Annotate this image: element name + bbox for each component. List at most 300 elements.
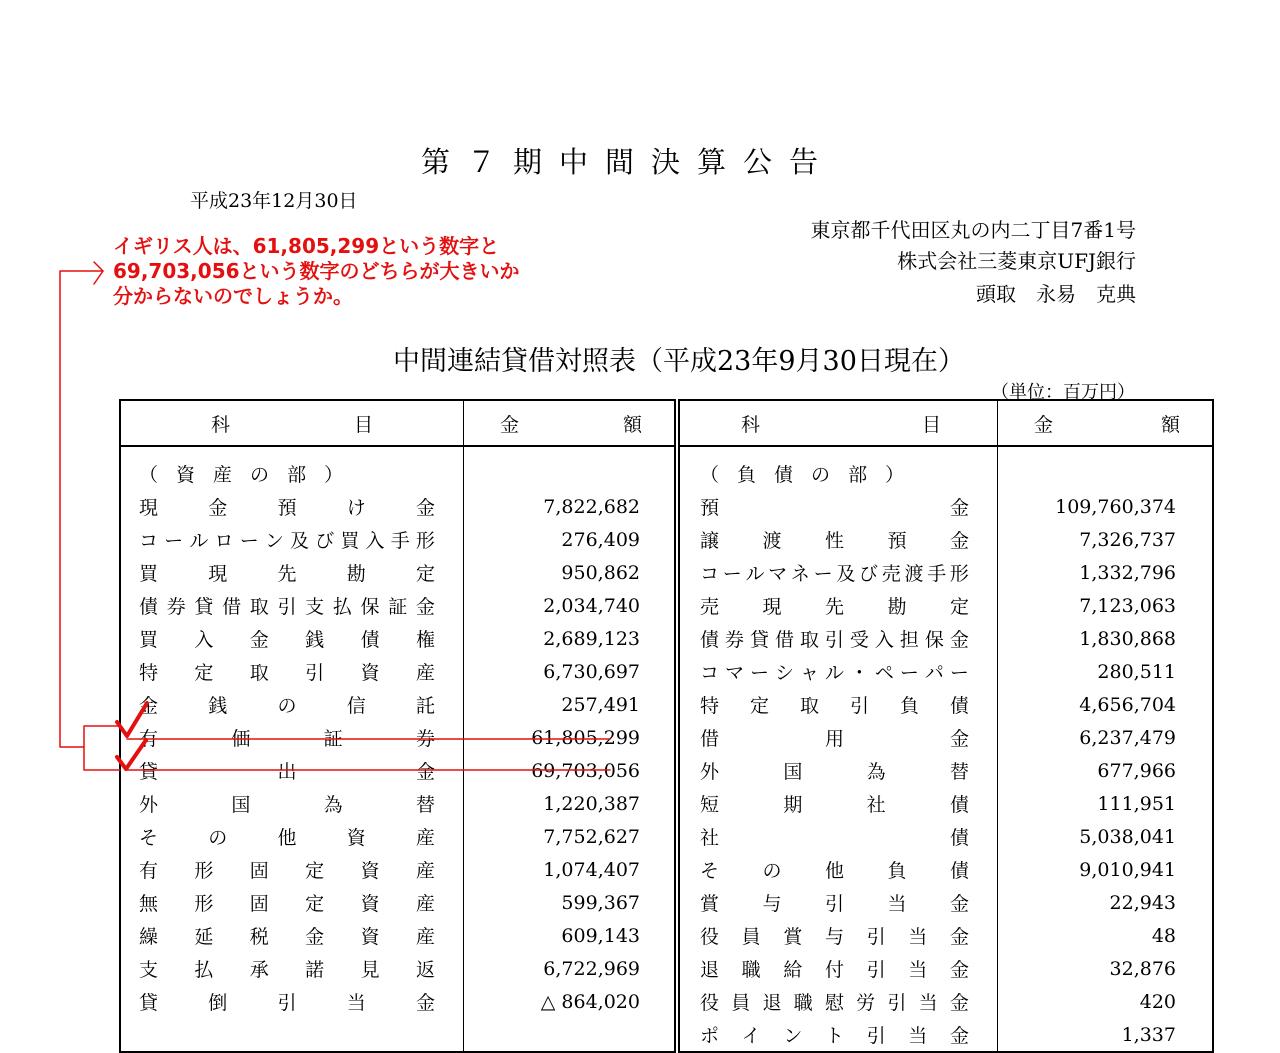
table-row	[120, 952, 1213, 985]
label-char: 産	[415, 893, 435, 915]
liability-item-amount: 4,656,704	[1079, 693, 1176, 716]
liability-item-amount: 420	[1139, 990, 1176, 1013]
label-char: び	[859, 563, 879, 585]
label-char: 員	[731, 992, 751, 1014]
notice-date: 平成23年12月30日	[190, 190, 358, 212]
table-row	[120, 589, 1213, 622]
asset-item-amount: 1,220,387	[464, 787, 678, 820]
label-char: 負	[899, 695, 919, 717]
label-char: 貸	[194, 596, 214, 618]
label-char: の	[208, 827, 228, 849]
liability-item-label	[677, 556, 998, 589]
liability-item-label	[677, 919, 998, 952]
label-char: 退	[700, 959, 720, 981]
liability-item-label	[677, 523, 998, 556]
asset-item-amount: △ 864,020	[464, 985, 678, 1018]
label-char: 券	[415, 728, 435, 750]
label-char: 為	[323, 794, 343, 816]
label-char: マ	[724, 662, 744, 684]
asset-item-label	[120, 919, 464, 952]
label-char: 金	[415, 497, 435, 519]
header-liabilities-amount	[998, 400, 1214, 446]
asset-item-label	[120, 787, 464, 820]
liability-item-amount: 32,876	[1109, 957, 1176, 980]
liability-item-amount: 109,760,374	[1055, 495, 1176, 518]
table-row	[120, 853, 1213, 886]
label-char: 金	[949, 530, 969, 552]
label-char: 預	[887, 530, 907, 552]
section-heading-char: ）	[885, 464, 905, 486]
label-char: 及	[836, 563, 856, 585]
label-char: 手	[390, 530, 410, 552]
label-char: 保	[360, 596, 380, 618]
label-char: 先	[824, 596, 844, 618]
table-row	[120, 655, 1213, 688]
label-char: 債	[139, 596, 159, 618]
label-char: 当	[346, 992, 366, 1014]
label-char: 職	[793, 992, 813, 1014]
label-char: 債	[949, 827, 969, 849]
header-assets-amount	[464, 400, 678, 446]
column-header-char: 目	[353, 413, 373, 436]
label-char: 入	[365, 530, 385, 552]
liability-item-label	[677, 985, 998, 1018]
asset-item-amount: 950,862	[464, 556, 678, 589]
label-char: 倒	[208, 992, 228, 1014]
label-char: 銭	[208, 695, 228, 717]
label-char: 金	[415, 992, 435, 1014]
label-char: 金	[949, 497, 969, 519]
label-char: 外	[139, 794, 159, 816]
liability-item-label	[677, 688, 998, 721]
label-char: 期	[783, 794, 803, 816]
label-char: 税	[249, 926, 269, 948]
label-char: 性	[824, 530, 844, 552]
label-char: 資	[360, 893, 380, 915]
label-char: イ	[741, 1025, 761, 1047]
label-char: 承	[249, 959, 269, 981]
label-char: 形	[194, 893, 214, 915]
label-char: ル	[745, 563, 765, 585]
section-heading-char: 債	[774, 464, 794, 486]
section-heading-char: の	[250, 464, 270, 486]
label-char: 買	[139, 563, 159, 585]
label-char: 託	[415, 695, 435, 717]
asset-item-amount: 6,722,969	[464, 952, 678, 985]
label-char: ー	[813, 563, 833, 585]
label-char: 債	[949, 860, 969, 882]
label-char: 引	[866, 926, 886, 948]
label-char: 見	[360, 959, 380, 981]
label-char: 取	[799, 695, 819, 717]
company-name: 株式会社三菱東京UFJ銀行	[897, 249, 1136, 273]
header-assets-item	[120, 400, 464, 446]
label-char: 取	[249, 596, 269, 618]
label-char: 譲	[700, 530, 720, 552]
label-char: そ	[139, 827, 159, 849]
label-char: 借	[700, 728, 720, 750]
label-char: 受	[849, 629, 869, 651]
label-char: 支	[305, 596, 325, 618]
label-char: ー	[164, 530, 184, 552]
label-char: び	[315, 530, 335, 552]
representative-name: 頭取 永易 克典	[976, 282, 1136, 306]
table-row	[120, 886, 1213, 919]
label-char: 貸	[139, 992, 159, 1014]
label-char: 金	[949, 629, 969, 651]
section-heading-char: （	[700, 464, 720, 486]
liability-item-label	[677, 490, 998, 523]
table-row	[120, 622, 1213, 655]
label-char: 付	[824, 959, 844, 981]
label-char: 及	[290, 530, 310, 552]
label-char: 与	[762, 893, 782, 915]
label-char: 預	[277, 497, 297, 519]
label-char: 延	[194, 926, 214, 948]
column-header-char: 金	[500, 413, 520, 436]
table-row	[120, 688, 1213, 721]
label-char: 形	[949, 563, 969, 585]
label-char: 短	[700, 794, 720, 816]
label-char: 券	[724, 629, 744, 651]
label-char: ー	[239, 530, 259, 552]
label-char: 産	[415, 662, 435, 684]
liability-item-amount: 1,332,796	[1079, 561, 1176, 584]
label-char: 証	[323, 728, 343, 750]
section-heading-char: 産	[213, 464, 233, 486]
label-char: 貸	[139, 761, 159, 783]
label-char: 固	[249, 860, 269, 882]
label-char: 債	[700, 629, 720, 651]
label-char: ル	[824, 662, 844, 684]
assets-section-heading	[120, 446, 464, 490]
label-char: そ	[700, 860, 720, 882]
label-char: 金	[249, 629, 269, 651]
label-char: け	[346, 497, 366, 519]
label-char: 定	[749, 695, 769, 717]
label-char: ・	[849, 662, 869, 684]
label-char: 引	[849, 695, 869, 717]
label-char: 資	[360, 926, 380, 948]
label-char: 無	[139, 893, 159, 915]
label-char: 他	[277, 827, 297, 849]
table-row	[120, 721, 1213, 754]
section-heading-char: 資	[176, 464, 196, 486]
label-char: 価	[231, 728, 251, 750]
label-char: 替	[415, 794, 435, 816]
label-char: 取	[799, 629, 819, 651]
label-char: 定	[194, 662, 214, 684]
label-char: 繰	[139, 926, 159, 948]
section-row	[120, 446, 1213, 490]
label-char: 与	[824, 926, 844, 948]
label-char: 引	[824, 893, 844, 915]
label-char: 引	[887, 992, 907, 1014]
table-row	[120, 919, 1213, 952]
asset-item-amount: 7,822,682	[464, 490, 678, 523]
label-char: の	[277, 695, 297, 717]
label-char: 外	[700, 761, 720, 783]
label-char: 定	[949, 596, 969, 618]
label-char: ン	[783, 1025, 803, 1047]
label-char: 産	[415, 860, 435, 882]
empty-cell	[998, 446, 1214, 490]
label-char: 負	[887, 860, 907, 882]
label-char: 引	[277, 992, 297, 1014]
liability-item-label	[677, 787, 998, 820]
label-char: 売	[700, 596, 720, 618]
label-char: 金	[139, 695, 159, 717]
liability-item-amount: 1,830,868	[1079, 627, 1176, 650]
asset-item-label	[120, 952, 464, 985]
label-char: 労	[856, 992, 876, 1014]
label-char: 当	[908, 1025, 928, 1047]
label-char: 引	[866, 1025, 886, 1047]
annotation-note: イギリス人は、61,805,299という数字と 69,703,056という数字のどちらが大きいか 分からないのでしょうか。	[113, 234, 520, 308]
liability-item-amount: 22,943	[1109, 891, 1176, 914]
label-char: 金	[949, 992, 969, 1014]
label-char: 職	[741, 959, 761, 981]
liability-item-label	[677, 1018, 998, 1052]
company-address: 東京都千代田区丸の内二丁目7番1号	[810, 218, 1136, 242]
asset-item-label	[120, 886, 464, 919]
asset-item-amount: 599,367	[464, 886, 678, 919]
header-row	[120, 400, 1213, 446]
notice-title: 第７期中間決算公告	[420, 145, 835, 179]
label-char: ポ	[700, 1025, 720, 1047]
asset-item-amount: 2,689,123	[464, 622, 678, 655]
label-char: 現	[139, 497, 159, 519]
label-char: パ	[924, 662, 944, 684]
label-char: 引	[277, 596, 297, 618]
label-char: ネ	[790, 563, 810, 585]
asset-item-label	[120, 985, 464, 1018]
liability-item-label	[677, 754, 998, 787]
label-char: 金	[208, 497, 228, 519]
label-char: 退	[762, 992, 782, 1014]
table-row	[120, 1018, 1213, 1052]
asset-item-amount: 7,752,627	[464, 820, 678, 853]
table-row	[120, 490, 1213, 523]
label-char: ー	[949, 662, 969, 684]
annotation-arrow-head	[94, 262, 103, 284]
label-char: コ	[700, 662, 720, 684]
label-char: 慰	[824, 992, 844, 1014]
label-char: 当	[908, 959, 928, 981]
liability-item-amount: 111,951	[1097, 792, 1176, 815]
asset-item-amount: 61,805,299	[464, 721, 678, 754]
asset-item-label	[120, 688, 464, 721]
label-char: 払	[194, 959, 214, 981]
table-row	[120, 556, 1213, 589]
asset-item-amount	[464, 1018, 678, 1052]
asset-item-amount: 609,143	[464, 919, 678, 952]
label-char: 券	[166, 596, 186, 618]
liability-item-label	[677, 820, 998, 853]
column-header-char: 金	[1034, 413, 1054, 436]
label-char: 信	[346, 695, 366, 717]
label-char: 金	[949, 1025, 969, 1047]
section-heading-char: 部	[287, 464, 307, 486]
liability-item-label	[677, 853, 998, 886]
column-header-char: 科	[741, 413, 761, 436]
section-heading-char: の	[811, 464, 831, 486]
label-char: 預	[700, 497, 720, 519]
label-char: 形	[194, 860, 214, 882]
label-char: 取	[249, 662, 269, 684]
label-char: 社	[866, 794, 886, 816]
asset-item-label	[120, 589, 464, 622]
table-row	[120, 820, 1213, 853]
label-char: 特	[700, 695, 720, 717]
label-char: 資	[360, 662, 380, 684]
column-header-char: 科	[211, 413, 231, 436]
label-char: 勘	[346, 563, 366, 585]
label-char: 銭	[305, 629, 325, 651]
label-char: 定	[415, 563, 435, 585]
label-char: 引	[824, 629, 844, 651]
liability-item-label	[677, 589, 998, 622]
label-char: シ	[774, 662, 794, 684]
label-char: コ	[700, 563, 720, 585]
column-header-char: 目	[921, 413, 941, 436]
label-char: 引	[866, 959, 886, 981]
label-char: 債	[949, 695, 969, 717]
label-char: 当	[918, 992, 938, 1014]
label-char: 金	[949, 893, 969, 915]
liability-item-amount: 1,337	[1121, 1023, 1176, 1046]
label-char: 社	[700, 827, 720, 849]
asset-item-label	[120, 523, 464, 556]
label-char: ー	[899, 662, 919, 684]
label-char: 有	[139, 728, 159, 750]
table-row	[120, 754, 1213, 787]
label-char: 国	[783, 761, 803, 783]
balance-sheet-table	[119, 399, 1214, 1053]
label-char: 渡	[762, 530, 782, 552]
label-char: 資	[360, 860, 380, 882]
label-char: 固	[249, 893, 269, 915]
asset-item-amount: 276,409	[464, 523, 678, 556]
label-char: 産	[415, 827, 435, 849]
section-heading-char: ）	[324, 464, 344, 486]
label-char: 手	[927, 563, 947, 585]
label-char: 返	[415, 959, 435, 981]
label-char: 他	[824, 860, 844, 882]
label-char: 当	[887, 893, 907, 915]
label-char: 担	[899, 629, 919, 651]
liability-item-amount: 7,123,063	[1079, 594, 1176, 617]
label-char: 債	[360, 629, 380, 651]
label-char: 産	[415, 926, 435, 948]
asset-item-label	[120, 853, 464, 886]
label-char: 役	[700, 926, 720, 948]
asset-item-label	[120, 820, 464, 853]
label-char: 現	[762, 596, 782, 618]
label-char: 売	[881, 563, 901, 585]
liability-item-amount: 5,038,041	[1079, 825, 1176, 848]
asset-item-amount: 2,034,740	[464, 589, 678, 622]
liability-item-amount: 280,511	[1097, 660, 1176, 683]
asset-item-label	[120, 754, 464, 787]
liability-item-label	[677, 886, 998, 919]
label-char: 借	[774, 629, 794, 651]
label-char: 借	[222, 596, 242, 618]
liability-item-label	[677, 622, 998, 655]
liability-item-label	[677, 721, 998, 754]
label-char: 賞	[700, 893, 720, 915]
label-char: 金	[305, 926, 325, 948]
asset-item-label	[120, 556, 464, 589]
label-char: マ	[768, 563, 788, 585]
label-char: 現	[208, 563, 228, 585]
label-char: 国	[231, 794, 251, 816]
label-char: 特	[139, 662, 159, 684]
label-char: 支	[139, 959, 159, 981]
label-char: 定	[305, 893, 325, 915]
liability-item-amount: 48	[1151, 924, 1176, 947]
asset-item-amount: 6,730,697	[464, 655, 678, 688]
label-char: 入	[194, 629, 214, 651]
table-row	[120, 523, 1213, 556]
header-liabilities-item	[677, 400, 998, 446]
label-char: ロ	[214, 530, 234, 552]
label-char: 員	[741, 926, 761, 948]
label-char: 賞	[783, 926, 803, 948]
label-char: 権	[415, 629, 435, 651]
column-header-char: 額	[622, 413, 642, 436]
liability-item-amount: 9,010,941	[1079, 858, 1176, 881]
label-char: 勘	[887, 596, 907, 618]
label-char: 用	[824, 728, 844, 750]
label-char: 替	[949, 761, 969, 783]
label-char: 証	[388, 596, 408, 618]
asset-item-label	[120, 490, 464, 523]
asset-item-label	[120, 1018, 464, 1052]
asset-item-amount: 1,074,407	[464, 853, 678, 886]
label-char: 金	[949, 728, 969, 750]
label-char: 金	[415, 761, 435, 783]
table-row	[120, 787, 1213, 820]
liability-item-label	[677, 952, 998, 985]
balance-sheet-subtitle: 中間連結貸借対照表（平成23年9月30日現在）	[393, 346, 965, 377]
label-char: 入	[874, 629, 894, 651]
label-char: 資	[346, 827, 366, 849]
liability-item-amount: 6,237,479	[1079, 726, 1176, 749]
asset-item-amount: 257,491	[464, 688, 678, 721]
label-char: 形	[415, 530, 435, 552]
label-char: 保	[924, 629, 944, 651]
annotation-bracket-line	[60, 271, 103, 747]
liability-item-amount: 7,326,737	[1079, 528, 1176, 551]
label-char: 金	[949, 959, 969, 981]
label-char: 買	[340, 530, 360, 552]
label-char: 先	[277, 563, 297, 585]
asset-item-label	[120, 655, 464, 688]
label-char: ン	[264, 530, 284, 552]
liability-item-label	[677, 655, 998, 688]
label-char: ル	[189, 530, 209, 552]
label-char: 金	[949, 926, 969, 948]
table-row	[120, 985, 1213, 1018]
label-char: 引	[305, 662, 325, 684]
liability-item-amount: 677,966	[1097, 759, 1176, 782]
label-char: 渡	[904, 563, 924, 585]
empty-cell	[464, 446, 678, 490]
asset-item-amount: 69,703,056	[464, 754, 678, 787]
label-char: 貸	[749, 629, 769, 651]
label-char: 金	[415, 596, 435, 618]
